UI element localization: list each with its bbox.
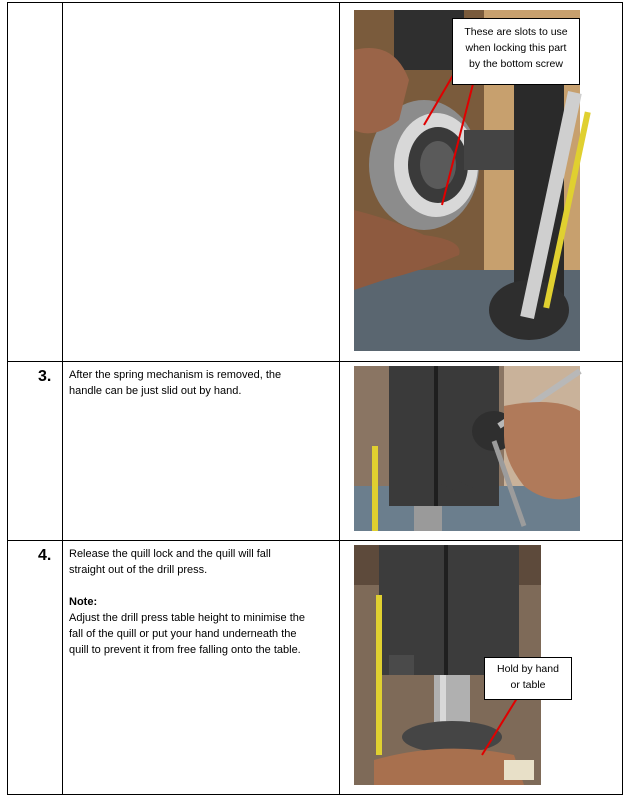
- instruction-table: [7, 2, 623, 795]
- callout-line: by the bottom screw: [469, 58, 563, 70]
- text-line: fall of the quill or put your hand underneath the: [69, 628, 297, 640]
- text-line: handle can be just slid out by hand.: [69, 385, 242, 397]
- step-number: 3.: [8, 362, 63, 541]
- step-number: [8, 3, 63, 362]
- text-line: quill to prevent it from free falling onto the table.: [69, 644, 301, 656]
- photo-cell: [340, 3, 623, 362]
- handle-photo: [354, 366, 580, 531]
- step-text: [63, 362, 340, 541]
- hold-callout: [484, 657, 572, 700]
- callout-line: Hold by hand: [497, 663, 559, 675]
- callout-line: These are slots to use: [464, 26, 568, 38]
- text-line: After the spring mechanism is removed, the: [69, 369, 282, 381]
- table-row: [8, 3, 623, 362]
- step-number: 4.: [8, 541, 63, 795]
- callout-line: or table: [510, 679, 546, 691]
- step-text: [63, 541, 340, 795]
- text-line: Release the quill lock and the quill will fall: [69, 548, 271, 560]
- slots-callout: [452, 18, 580, 85]
- photo-image: [354, 366, 580, 531]
- text-line: straight out of the drill press.: [69, 564, 208, 576]
- quill-photo: [354, 545, 559, 785]
- photo-cell: [340, 362, 623, 541]
- photo-cell: [340, 541, 623, 795]
- step-text: [63, 3, 340, 362]
- spring-housing-photo: [354, 10, 580, 351]
- table-row: [8, 362, 623, 541]
- note-heading: Note:: [69, 596, 98, 608]
- callout-line: when locking this part: [465, 42, 567, 54]
- table-row: [8, 541, 623, 795]
- text-line: Adjust the drill press table height to minimise the: [69, 612, 306, 624]
